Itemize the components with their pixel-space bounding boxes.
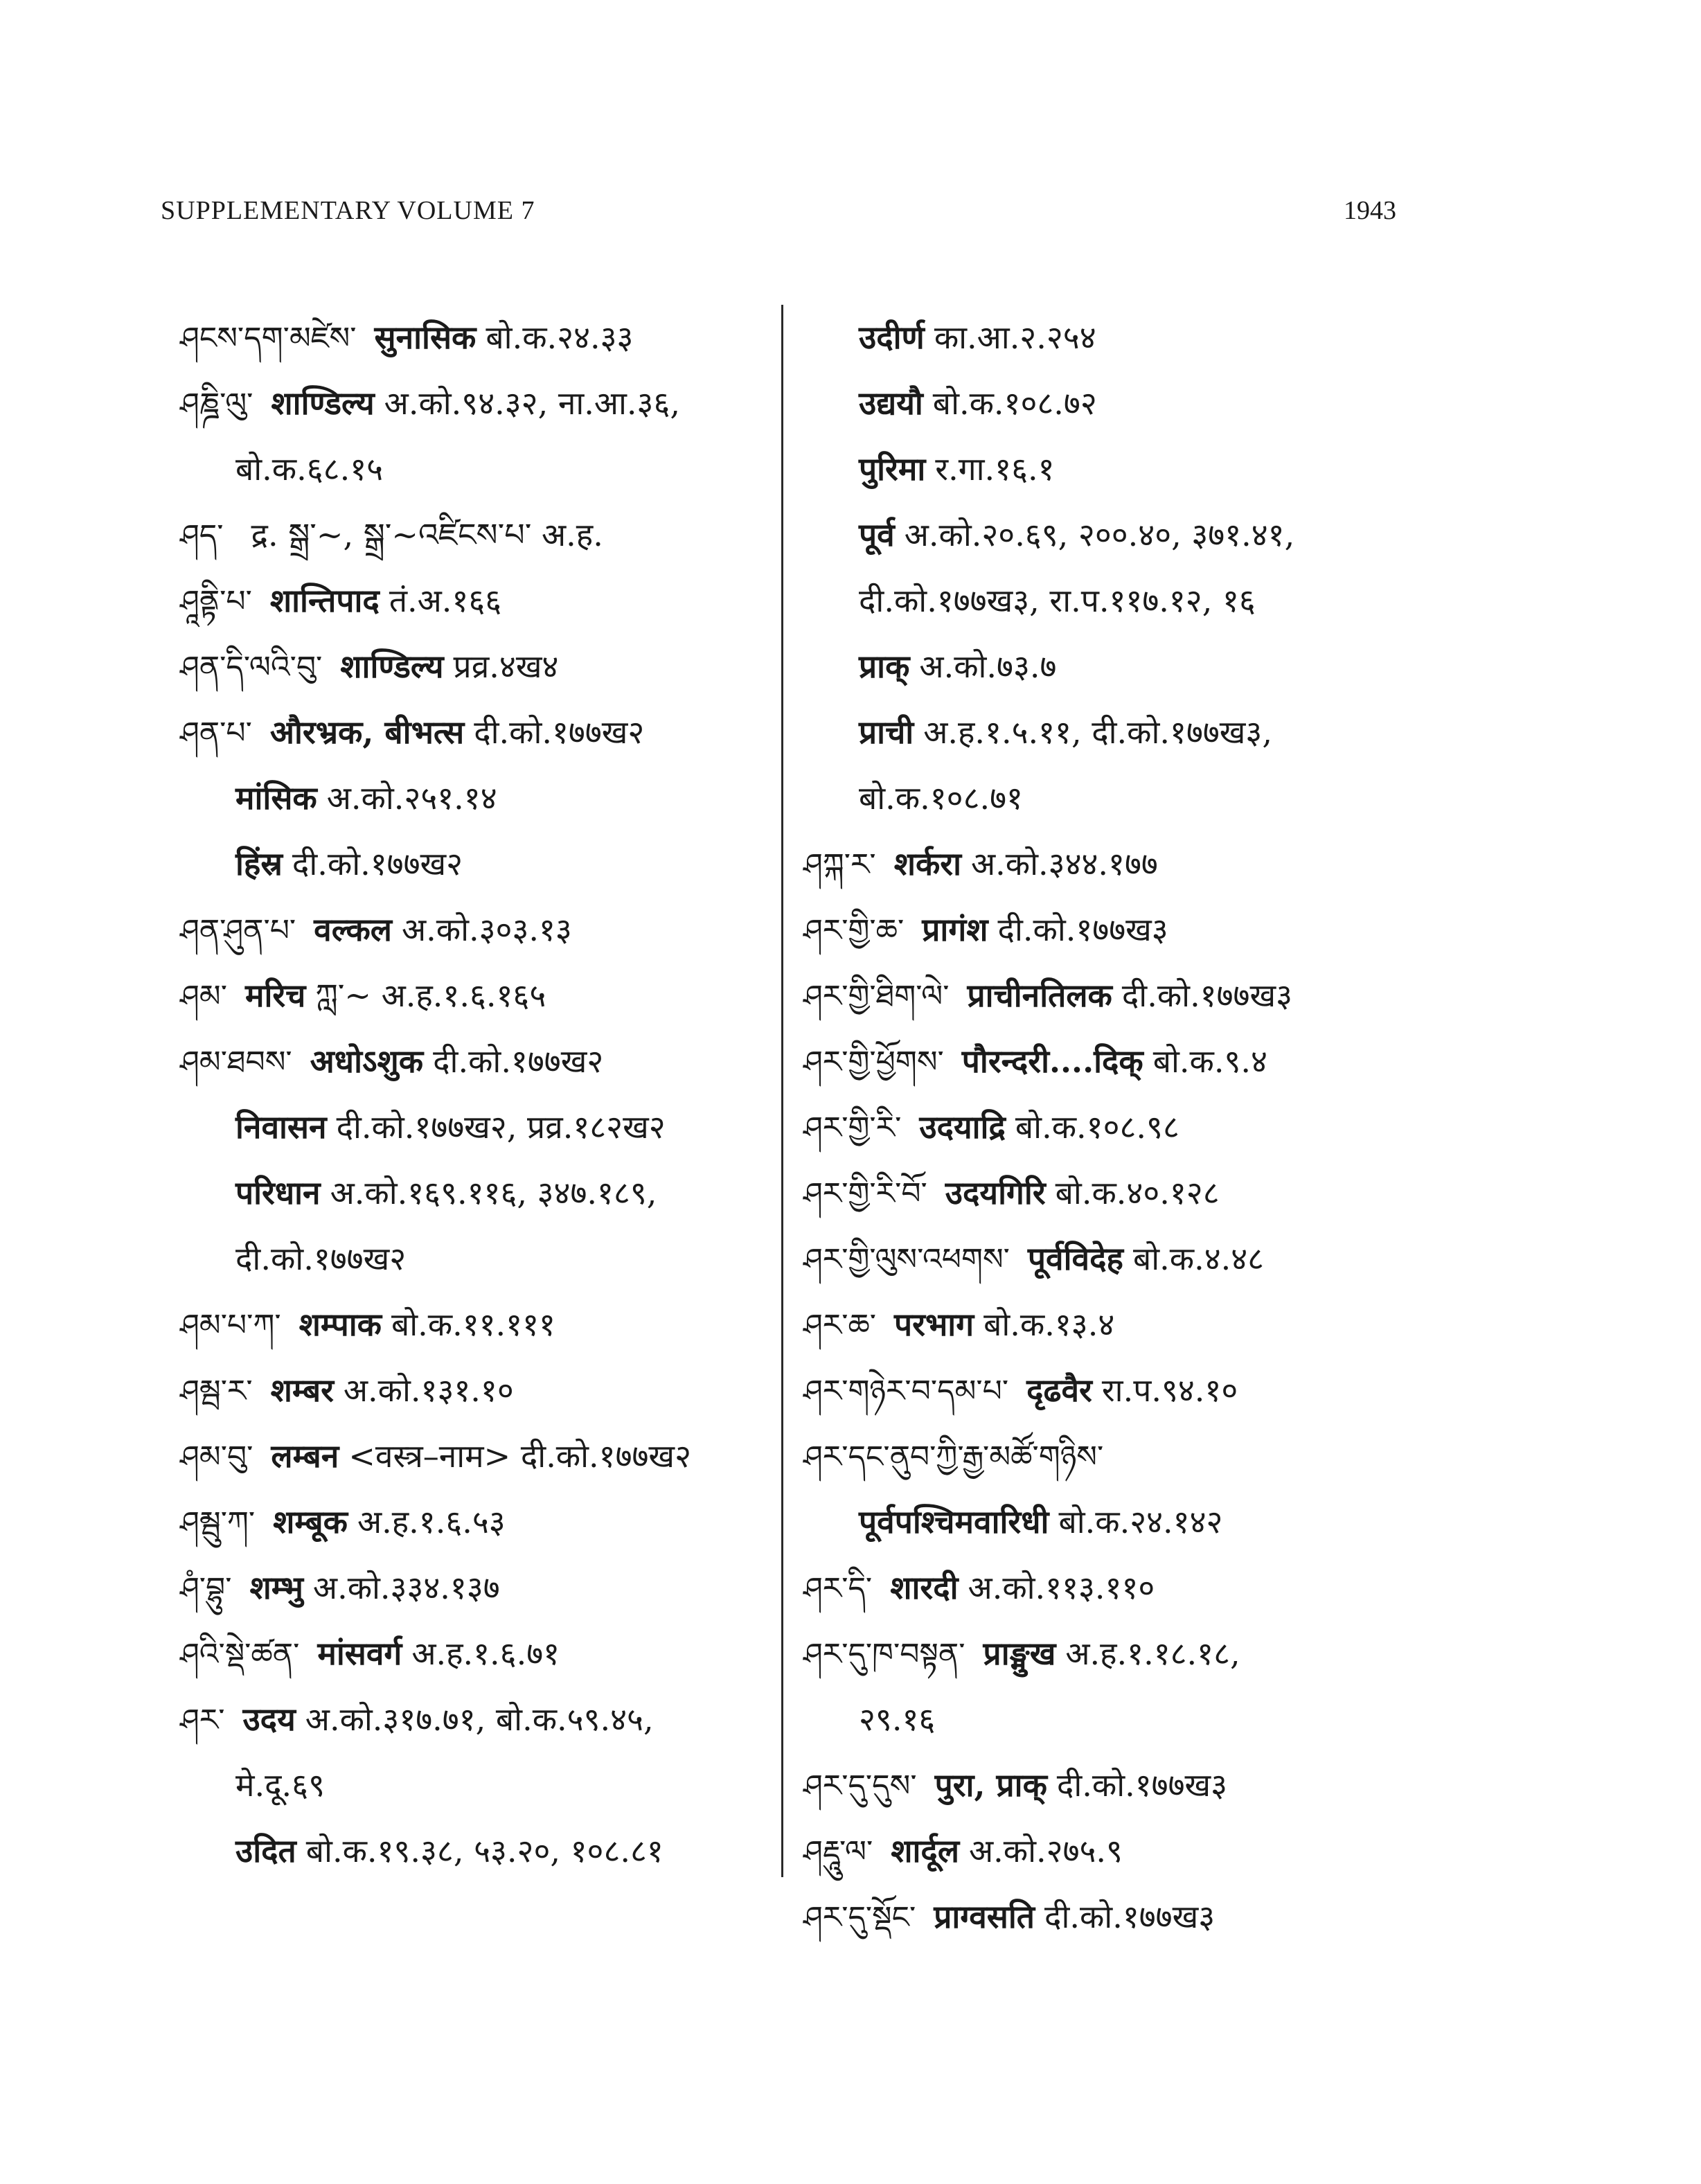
source-reference: अ.ह.१.६.५३: [357, 1503, 506, 1541]
source-reference: बो.क.९.४: [1152, 1042, 1267, 1080]
running-head: SUPPLEMENTARY VOLUME 7: [161, 196, 535, 225]
dictionary-entry: [180, 897, 783, 963]
tibetan-term: ཤམྦུ་ཀ་: [180, 1505, 256, 1541]
entry-continuation: दी.को.१७७ख२: [235, 1240, 407, 1277]
source-reference: बो.क.१०८.९८: [1015, 1108, 1179, 1146]
dictionary-entry: [803, 1884, 1427, 1950]
sanskrit-headword: प्राङ्मुख: [983, 1635, 1056, 1672]
tibetan-term: ཤཱནྟི་པ་: [180, 584, 252, 619]
dictionary-entry: [803, 1358, 1427, 1423]
sanskrit-headword: पुरिमा: [859, 450, 926, 488]
source-reference: अ.को.१३१.१०: [343, 1371, 514, 1409]
source-reference: अ.को.११३.११०: [968, 1569, 1155, 1606]
dictionary-entry: [803, 1621, 1427, 1687]
tibetan-term: ཤཀྐ་ར་: [803, 847, 876, 882]
tibetan-term: ཤན་ཤུན་པ་: [180, 913, 296, 948]
sanskrit-headword: शम्बर: [270, 1371, 334, 1409]
sanskrit-headword: शान्तिपाद: [269, 582, 380, 619]
source-reference: अ.को.१६९.११६, ३४७.१८९,: [330, 1174, 657, 1211]
dictionary-entry: [180, 831, 783, 897]
sanskrit-headword: प्राग्वसति: [934, 1898, 1035, 1935]
sanskrit-headword: पूर्व: [859, 516, 895, 553]
sanskrit-headword: उदयाद्रि: [919, 1108, 1006, 1146]
source-reference: दी.को.१७७ख३: [997, 911, 1168, 948]
dictionary-entry: [803, 963, 1427, 1029]
entry-continuation: दी.को.१७७ख३, रा.प.११७.१२, १६: [859, 582, 1256, 619]
source-reference: र.गा.१६.१: [935, 450, 1055, 488]
tibetan-term: ཤར་དུ་སྡོང་: [803, 1900, 916, 1935]
dictionary-entry: [803, 568, 1427, 634]
entry-continuation: मे.दू.६९: [235, 1766, 326, 1804]
dictionary-entry: [180, 1687, 783, 1752]
source-reference: दी.को.१७७ख३: [1044, 1898, 1215, 1935]
source-reference: बो.क.४०.१२८: [1055, 1174, 1220, 1211]
source-reference: बो.क.१०८.७२: [932, 384, 1097, 422]
tibetan-term: ཤར་དུ་ཁ་བསྟན་: [803, 1637, 965, 1672]
tibetan-term: ཤར་དང་ནུབ་ཀྱི་རྒྱ་མཚོ་གཉིས་: [803, 1439, 1104, 1475]
sanskrit-headword: दृढवैर: [1026, 1371, 1092, 1409]
source-reference: का.आ.२.२५४: [934, 319, 1096, 356]
dictionary-entry: [803, 371, 1427, 436]
dictionary-entry: [803, 502, 1427, 568]
sanskrit-headword: प्राक्: [859, 648, 910, 685]
dictionary-entry: [803, 1029, 1427, 1094]
dictionary-entry: [180, 502, 783, 568]
tibetan-term: ཤའི་སྡེ་ཚན་: [180, 1637, 300, 1672]
sanskrit-headword: पौरन्दरी....दिक्: [961, 1042, 1143, 1080]
source-reference: अ.को.२७५.९: [969, 1832, 1123, 1870]
source-reference: दी.को.१७७ख२, प्रव्र.१८२ख२: [336, 1108, 666, 1146]
tibetan-term: ཤར་གྱི་རི་: [803, 1110, 902, 1146]
sanskrit-headword: शर्करा: [893, 845, 962, 882]
tibetan-term: ཤར་གྱི་ཐིག་ལེ་: [803, 979, 950, 1014]
source-reference: बो.क.१३.४: [983, 1306, 1115, 1343]
sanskrit-headword: मांसिक: [235, 779, 317, 817]
sanskrit-headword: वल्कल: [314, 911, 392, 948]
sanskrit-headword: उदय: [242, 1701, 296, 1738]
source-reference: प्रव्र.४ख४: [453, 648, 559, 685]
tibetan-term: ཤམ་: [180, 979, 227, 1014]
sanskrit-headword: हिंस्र: [235, 845, 283, 882]
source-reference: बो.क.२४.१४२: [1058, 1503, 1223, 1541]
dictionary-entry: [803, 1226, 1427, 1292]
tibetan-term: ཤན་པ་: [180, 716, 252, 751]
dictionary-entry: [180, 634, 783, 700]
sanskrit-headword: शम्भु: [249, 1569, 303, 1606]
column-divider: [781, 305, 783, 1877]
dictionary-entry: [803, 897, 1427, 963]
dictionary-entry: [180, 1621, 783, 1687]
sanskrit-headword: शार्दूल: [891, 1832, 960, 1870]
dictionary-entry: [803, 634, 1427, 700]
sanskrit-headword: उद्ययौ: [859, 384, 923, 422]
source-reference: बो.क.१९.३८, ५३.२०, १०८.८१: [305, 1832, 664, 1870]
sanskrit-headword: प्रागंश: [922, 911, 988, 948]
dictionary-entry: [803, 1292, 1427, 1358]
dictionary-entry: [803, 1094, 1427, 1160]
source-reference: बो.क.४.४८: [1132, 1240, 1265, 1277]
tibetan-term: ཤཾ་བྷུ་: [180, 1571, 232, 1606]
dictionary-entry: [180, 1292, 783, 1358]
entry-continuation: २९.१६: [859, 1701, 936, 1738]
sanskrit-headword: उदयगिरि: [945, 1174, 1046, 1211]
dictionary-entry: [180, 1094, 783, 1160]
dictionary-entry: [803, 1818, 1427, 1884]
dictionary-entry: [803, 1489, 1427, 1555]
tibetan-term: ཤམྦ་ར་: [180, 1374, 253, 1409]
dictionary-entry: [803, 1687, 1427, 1752]
sanskrit-headword: शाण्डिल्य: [271, 384, 375, 422]
sanskrit-headword: निवासन: [235, 1108, 327, 1146]
page-number: 1943: [1344, 196, 1396, 225]
sanskrit-headword: औरभ्रक, बीभत्स: [269, 713, 465, 751]
dictionary-entry: [180, 1029, 783, 1094]
source-reference: दी.को.१७७ख२: [433, 1042, 604, 1080]
sanskrit-headword: पूर्वपश्चिमवारिधी: [859, 1503, 1049, 1541]
source-reference: बो.क.२४.३३: [486, 319, 634, 356]
sanskrit-headword: शाण्डिल्य: [340, 648, 444, 685]
tibetan-term: ཤཎྜི་ལུ་: [180, 387, 253, 422]
sanskrit-headword: लम्बन: [271, 1437, 339, 1475]
dictionary-entry: [803, 1160, 1427, 1226]
dictionary-entry: [803, 765, 1427, 831]
source-reference: अ.को.३१७.७१, बो.क.५९.४५,: [305, 1701, 654, 1738]
sanskrit-headword: प्राचीनतिलक: [967, 977, 1112, 1014]
sanskrit-headword: पूर्वविदेह: [1027, 1240, 1123, 1277]
tibetan-term: ཤར་གཉེར་བ་དམ་པ་: [803, 1374, 1009, 1409]
source-reference: <वस्त्र–नाम> दी.को.१७७ख२: [348, 1437, 691, 1475]
column-right: [803, 305, 1427, 1950]
source-reference: दी.को.१७७ख२: [474, 713, 645, 751]
entry-continuation: बो.क.१०८.७१: [859, 779, 1023, 817]
dictionary-entry: [180, 568, 783, 634]
dictionary-entry: [803, 831, 1427, 897]
tibetan-term: ཤམ་ཐབས་: [180, 1045, 292, 1080]
dictionary-entry: [803, 1423, 1427, 1489]
sanskrit-headword: उदीर्ण: [859, 319, 925, 356]
dictionary-entry: [180, 1226, 783, 1292]
tibetan-term: ཤན་དི་ལའི་བུ་: [180, 650, 323, 685]
source-reference: अ.को.९४.३२, ना.आ.३६,: [384, 384, 681, 422]
source-reference: अ.को.३४४.१७७: [971, 845, 1158, 882]
source-reference: बो.क.११.१११: [391, 1306, 555, 1343]
sanskrit-headword: मरिच: [244, 977, 306, 1014]
tibetan-term: ཤམ་བུ་: [180, 1439, 253, 1475]
tibetan-term: ཤར་གྱི་རི་བོ་: [803, 1176, 927, 1211]
sanskrit-headword: शम्बूक: [273, 1503, 348, 1541]
source-reference: अ.ह.१.६.७१: [411, 1635, 560, 1672]
source-reference: अ.ह.१.१८.१८,: [1065, 1635, 1240, 1672]
tibetan-term: ཤར་དི་: [803, 1571, 873, 1606]
dictionary-entry: [180, 1489, 783, 1555]
tibetan-term: ཤམ་པ་ཀ་: [180, 1308, 281, 1343]
tibetan-term: ཤངས་དག་མཛེས་: [180, 321, 357, 356]
tibetan-term: ཤརྡཱུ་ལ་: [803, 1834, 873, 1870]
tibetan-term: ཤར་གྱི་ཆ་: [803, 913, 905, 948]
dictionary-entry: [180, 1358, 783, 1423]
dictionary-entry: [180, 436, 783, 502]
sanskrit-headword: सुनासिक: [374, 319, 477, 356]
source-reference: दी.को.१७७ख२: [292, 845, 463, 882]
dictionary-entry: [180, 700, 783, 765]
tibetan-term: ཤར་གྱི་ལུས་འཕགས་: [803, 1242, 1010, 1277]
source-reference: अ.को.२५१.१४: [326, 779, 497, 817]
dictionary-entry: [803, 305, 1427, 371]
dictionary-entry: [180, 1160, 783, 1226]
sanskrit-headword: मांसवर्ग: [317, 1635, 402, 1672]
source-reference: दी.को.१७७ख३: [1056, 1766, 1228, 1804]
sanskrit-headword: उदित: [235, 1832, 296, 1870]
tibetan-term: ཤར་གྱི་ཕྱོགས་: [803, 1045, 944, 1080]
dictionary-entry: [803, 1752, 1427, 1818]
sanskrit-headword: प्राची: [859, 713, 914, 751]
sanskrit-headword: पुरा, प्राक्: [934, 1766, 1047, 1804]
source-reference: अ.को.३३४.१३७: [312, 1569, 500, 1606]
source-reference: ཀླ་~ अ.ह.१.६.१६५: [315, 977, 546, 1014]
sanskrit-headword: परिधान: [235, 1174, 321, 1211]
dictionary-entry: [180, 1818, 783, 1884]
sanskrit-headword: परभाग: [894, 1306, 974, 1343]
dictionary-entry: [180, 765, 783, 831]
source-reference: अ.को.३०३.१३: [402, 911, 572, 948]
entry-continuation: बो.क.६८.१५: [235, 450, 384, 488]
dictionary-entry: [180, 1752, 783, 1818]
tibetan-term: ཤར་དུ་དུས་: [803, 1768, 917, 1804]
tibetan-term: ཤད་: [180, 518, 224, 553]
source-reference: द्र. སྒྲ་~, སྒྲ་~འཛིངས་པ་ अ.ह.: [251, 516, 603, 553]
dictionary-entry: [803, 1555, 1427, 1621]
source-reference: तं.अ.१६६: [389, 582, 502, 619]
sanskrit-headword: शम्पाक: [299, 1306, 382, 1343]
source-reference: रा.प.९४.१०: [1101, 1371, 1238, 1409]
column-left: [180, 305, 783, 1884]
dictionary-entry: [180, 305, 783, 371]
source-reference: अ.को.७३.७: [919, 648, 1057, 685]
dictionary-entry: [180, 963, 783, 1029]
source-reference: दी.को.१७७ख३: [1121, 977, 1292, 1014]
dictionary-entry: [180, 1423, 783, 1489]
source-reference: अ.को.२०.६९, २००.४०, ३७१.४१,: [904, 516, 1295, 553]
tibetan-term: ཤར་: [180, 1703, 225, 1738]
dictionary-entry: [180, 371, 783, 436]
dictionary-entry: [803, 700, 1427, 765]
source-reference: अ.ह.१.५.११, दी.को.१७७ख३,: [923, 713, 1272, 751]
dictionary-entry: [180, 1555, 783, 1621]
sanskrit-headword: शारदी: [890, 1569, 959, 1606]
sanskrit-headword: अधोऽशुक: [310, 1042, 424, 1080]
tibetan-term: ཤར་ཆ་: [803, 1308, 877, 1343]
dictionary-entry: [803, 436, 1427, 502]
